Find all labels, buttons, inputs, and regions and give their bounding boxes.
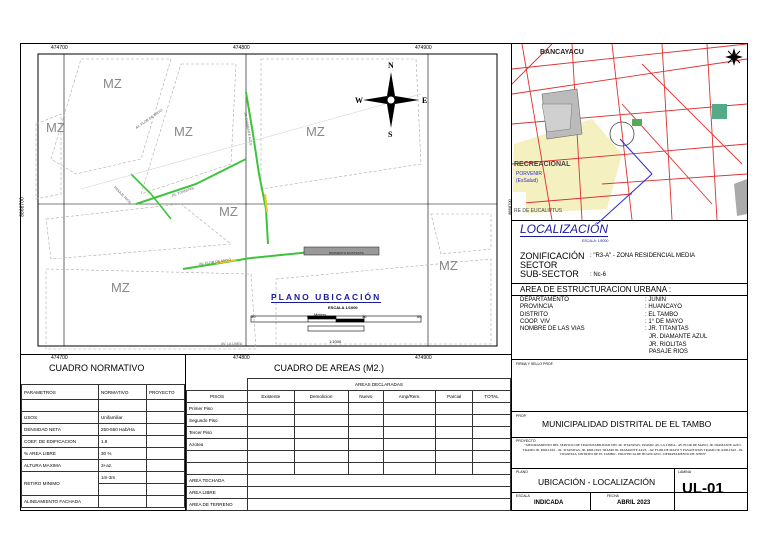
estructuracion-extra: PASAJE RIOS: [649, 349, 688, 355]
estructuracion-value: : EL TAMBO: [645, 312, 678, 318]
estructuracion-block: [512, 284, 747, 360]
table-row: [22, 496, 185, 508]
firma-label: FIRMA Y SELLO PROF.: [516, 362, 554, 366]
table-row: [22, 436, 185, 448]
location-scale: ESCALA: 1/5000: [582, 239, 609, 243]
estructuracion-value: : 1° DE MAYO: [645, 319, 683, 325]
areas-footer: AREA TECHADA: [187, 474, 248, 486]
table-row: [187, 426, 511, 438]
estructuracion-key: DEPARTAMENTO: [520, 297, 569, 303]
normativo-title: CUADRO NORMATIVO: [49, 363, 145, 373]
areas-header: Demolicion: [294, 390, 348, 402]
prop-value: MUNICIPALIDAD DISTRITAL DE EL TAMBO: [542, 419, 712, 429]
normativo-project: [146, 460, 184, 472]
normativo-table: [21, 384, 185, 508]
street-label: AV. FLOR DE MAYO: [198, 257, 232, 267]
prop-block: [512, 411, 747, 438]
normativo-header: PARAMETROS: [22, 385, 99, 400]
cuadro-normativo: [21, 355, 186, 511]
estructuracion-value: : HUANCAYO: [645, 304, 682, 310]
areas-footer: AREA DE TERRENO: [187, 498, 248, 510]
estructuracion-value: : JR. TITANITAS: [645, 326, 689, 332]
block-label: MZ: [103, 76, 122, 91]
escala-block: [512, 492, 674, 511]
normativo-value: 1.8: [98, 436, 146, 448]
table-row: [22, 424, 185, 436]
site-plan-drawing: [21, 44, 511, 354]
estructuracion-title: AREA DE ESTRUCTURACION URBANA :: [520, 285, 672, 294]
block-label: MZ: [111, 280, 130, 295]
cuadro-areas: [186, 355, 511, 511]
proyecto-text: "MEJORAMIENTO DEL SERVICIO DE TRANSITABILIDAD DEL JR. TITANITAS, TRAMO: AV. LA LINEA - AV. FLOR DE MAYO, JR. DIAMANTE AZUL TRAMO JR. RIOLITAS - JR. TITANITAS, JR. RIOLITAS TRAMO JR. DIAMANTE AZUL - AV. FLOR DE MAYO Y PASAJE RIOS TRAMO JR. RIOLITAS - JR. TITANITAS, DISTRITO DE EL TAMBO - PROVINCIA DE HUANCAYO - DEPARTAMENTO DE JUNIN": [522, 443, 744, 457]
scale-unit: Meters: [314, 312, 327, 317]
normativo-value: Unifamiliar: [98, 412, 146, 424]
estructuracion-key: DISTRITO: [520, 312, 548, 318]
estructuracion-key: COOP. VIV: [520, 319, 550, 325]
areas-floor: Tercer Piso: [187, 426, 248, 438]
block-label: MZ: [46, 120, 65, 135]
coord-bottom-3: 474900: [415, 355, 432, 361]
proyecto-label: PROYECTO: [516, 439, 536, 443]
areas-table: [186, 378, 511, 511]
table-row: [187, 414, 511, 426]
estructuracion-key: PROVINCIA: [520, 304, 554, 310]
escala-value: INDICADA: [534, 500, 564, 506]
areas-footer: AREA LIBRE: [187, 486, 248, 498]
block-label: MZ: [174, 124, 193, 139]
block-label: MZ: [219, 204, 238, 219]
plan-title: PLANO UBICACIÓN: [271, 292, 382, 302]
location-coord-left: 8868700: [506, 199, 512, 215]
compass-west: W: [355, 96, 363, 105]
site-plan-map: [19, 44, 511, 361]
normativo-param: ALINEAMIENTO FACHADA: [22, 496, 99, 508]
sector-label: SECTOR: [520, 260, 558, 270]
normativo-param: DENSIDAD NETA: [22, 424, 99, 436]
normativo-project: [146, 472, 184, 484]
areas-floor: Primer Piso: [187, 402, 248, 414]
subsector-value: : Nc-6: [590, 272, 607, 278]
plan-scale: ESCALA 1/1000: [328, 305, 358, 310]
plano-label: PLANO: [516, 470, 528, 474]
areas-header: Nuevo: [348, 390, 384, 402]
areas-floor: Segundo Piso: [187, 414, 248, 426]
areas-header: PISOS: [187, 390, 248, 402]
prop-label: PROP.: [516, 414, 527, 418]
normativo-value: 250-550 Hab/Ha: [98, 424, 146, 436]
zonificacion-label: ZONIFICACIÓN: [520, 251, 585, 261]
proyecto-block: [512, 437, 747, 469]
normativo-project: [146, 448, 184, 460]
firma-block: [512, 359, 747, 412]
lamina-value: UL-01: [682, 480, 724, 497]
block-label: MZ: [439, 258, 458, 273]
normativo-project: [146, 412, 184, 424]
zonificacion-value: : "R3-A" - ZONA RESIDENCIAL MEDIA: [590, 253, 696, 259]
street-label: JR. TITANITAS: [171, 186, 195, 198]
normativo-header: PROYECTO: [146, 385, 184, 400]
building-label: PAVIMENTO EXISTENTE: [329, 251, 364, 255]
location-map-label: BANCAYACU: [540, 49, 584, 56]
areas-floor: Azotea: [187, 438, 248, 450]
block-label: MZ: [306, 124, 325, 139]
normativo-value: [98, 496, 146, 508]
areas-title: CUADRO DE AREAS (M2.): [274, 363, 385, 373]
subsector-label: SUB-SECTOR: [520, 269, 579, 279]
areas-header: Parcial: [436, 390, 473, 402]
scale-tick: 60: [417, 314, 422, 319]
location-map-drawing: [512, 44, 747, 220]
compass-south: S: [388, 130, 393, 139]
fecha-label: FECHA: [607, 494, 619, 498]
normativo-project: [146, 436, 184, 448]
escala-label: ESCALA: [516, 494, 530, 498]
normativo-param: USOS: [22, 412, 99, 424]
normativo-param: ALTURA MAXIMA: [22, 460, 99, 472]
normativo-param: RETIRO MINIMO: [22, 472, 99, 496]
zoning-block: [512, 247, 747, 284]
street-label: PASAJE RIOS: [112, 185, 132, 205]
table-row: [187, 438, 511, 450]
compass-north: N: [388, 61, 394, 70]
normativo-param: COEF. DE EDIFICACION: [22, 436, 99, 448]
location-map: [506, 44, 747, 221]
normativo-value: 30 %: [98, 448, 146, 460]
coord-top-3: 474900: [415, 45, 432, 51]
areas-header: Amp/Rem.: [384, 390, 436, 402]
plano-value: UBICACIÓN - LOCALIZACIÓN: [538, 477, 656, 487]
coord-bottom-1: 474700: [51, 355, 68, 361]
location-title-block: [512, 221, 747, 247]
normativo-value: 1m-3m: [98, 472, 146, 484]
coord-top-2: 474800: [233, 45, 250, 51]
estructuracion-extra: JR. DIAMANTE AZUL: [649, 334, 708, 340]
compass-east: E: [422, 96, 428, 105]
normativo-project: [146, 496, 184, 508]
lamina-label: LAMINA: [678, 470, 692, 474]
location-map-label: RECREACIONAL: [514, 161, 571, 168]
street-label: AV. FLOR DE MAYO: [134, 108, 164, 130]
scale-ratio: 1:1000: [329, 339, 342, 344]
divider-vertical: [511, 44, 512, 511]
location-map-label: RE DE EUCALIPTUS: [514, 208, 563, 214]
areas-header: Existente: [248, 390, 295, 402]
table-row: [22, 448, 185, 460]
scale-tick: 30: [362, 314, 367, 319]
areas-header: TOTAL: [473, 390, 511, 402]
normativo-project: [146, 424, 184, 436]
location-map-label: (EsSalud): [516, 178, 538, 184]
areas-declared: AREAS DECLARADAS: [248, 379, 511, 391]
normativo-header: NORMATIVO: [98, 385, 146, 400]
fecha-value: ABRIL 2023: [617, 500, 651, 506]
table-row: [187, 402, 511, 414]
estructuracion-key: NOMBRE DE LAS VIAS: [520, 326, 585, 332]
location-map-label: PORVENIR: [516, 171, 543, 177]
street-label: AV. LA LINEA: [221, 342, 243, 346]
scale-tick: 0: [307, 314, 310, 319]
estructuracion-extra: JR. RIOLITAS: [649, 342, 687, 348]
table-row: [22, 460, 185, 472]
normativo-value: 3+az.: [98, 460, 146, 472]
coord-bottom-2: 474800: [233, 355, 250, 361]
table-row: [22, 412, 185, 424]
coord-left: 8868700: [19, 197, 26, 217]
coord-top-1: 474700: [51, 45, 68, 51]
estructuracion-value: : JUNIN: [645, 297, 666, 303]
location-title: LOCALIZACIÓN: [520, 222, 609, 236]
street-label: JR. DIAMANTE AZUL: [243, 111, 253, 147]
table-row: [22, 472, 185, 484]
normativo-param: % AREA LIBRE: [22, 448, 99, 460]
scale-tick: 30: [251, 314, 256, 319]
